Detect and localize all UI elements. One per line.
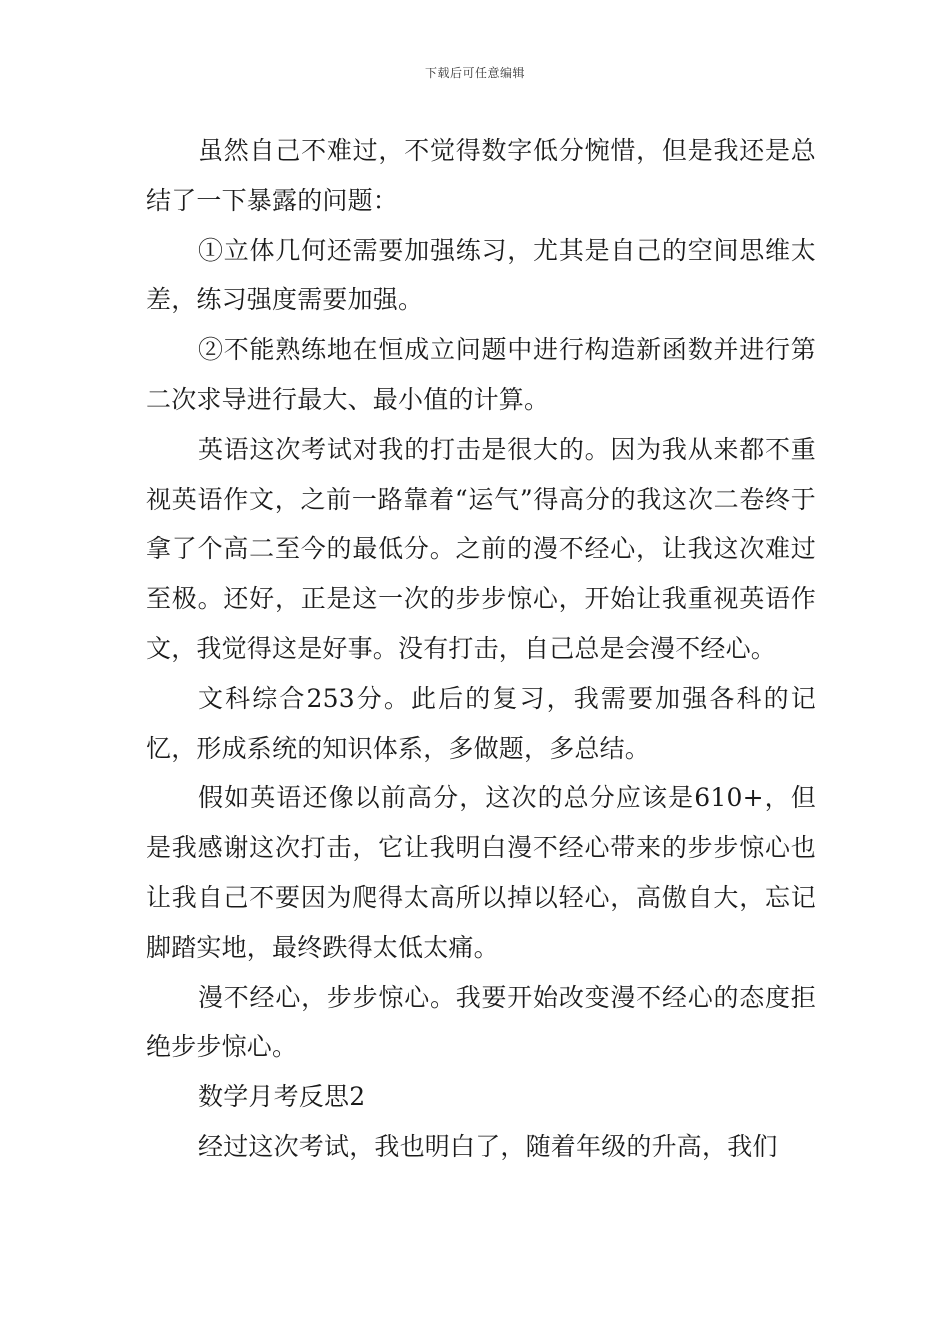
paragraph-problems-intro: 虽然自己不难过，不觉得数字低分惋惜，但是我还是总结了一下暴露的问题： [146, 136, 816, 215]
paragraph-resolution: 漫不经心，步步惊心。我要开始改变漫不经心的态度拒绝步步惊心。 [146, 982, 816, 1062]
page-header: 下载后可任意编辑 [424, 66, 525, 80]
paragraph-liberal-arts: 文科综合253分。此后的复习，我需要加强各科的记忆，形成系统的知识体系，多做题，多总结。 [146, 683, 816, 763]
document-body [146, 126, 816, 1172]
paragraph-problem-1: ①立体几何还需要加强练习，尤其是自己的空间思维太差，练习强度需要加强。 [146, 235, 816, 315]
paragraph-problem-2: ②不能熟练地在恒成立问题中进行构造新函数并进行第二次求导进行最大、最小值的计算。 [146, 335, 816, 414]
section-heading: 数学月考反思2 [198, 1082, 366, 1112]
paragraph-english: 英语这次考试对我的打击是很大的。因为我从来都不重视英语作文，之前一路靠着“运气”得高分的我这次二卷终于拿了个高二至今的最低分。之前的漫不经心，让我这次难过至极。还好，正是这一次的步步惊心，开始让我重视英语作文，我觉得这是好事。没有打击，自己总是会漫不经心。 [146, 434, 816, 663]
paragraph-total-score: 假如英语还像以前高分，这次的总分应该是610+，但是我感谢这次打击，它让我明白漫不经心带来的步步惊心也让我自己不要因为爬得太高所以掉以轻心，高傲自大，忘记脚踏实地，最终跌得太低太痛。 [146, 783, 816, 962]
paragraph-reflection-2: 经过这次考试，我也明白了，随着年级的升高，我们 [198, 1131, 778, 1161]
